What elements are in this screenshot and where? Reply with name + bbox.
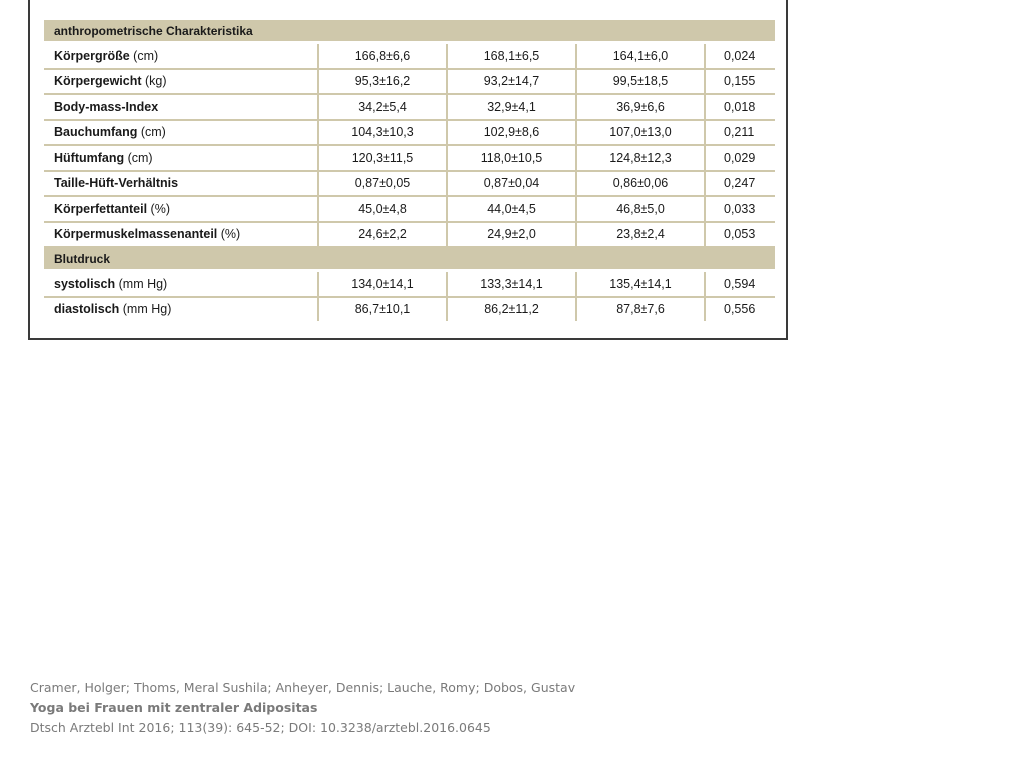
table-row (44, 171, 775, 197)
p-value-cell: 0,211 (705, 120, 775, 146)
value-cell: 0,87±0,05 (318, 171, 447, 197)
value-cell: 104,3±10,3 (318, 120, 447, 146)
p-value-cell: 0,018 (705, 94, 775, 120)
value-cell: 166,8±6,6 (318, 43, 447, 69)
value-cell: 164,1±6,0 (576, 43, 705, 69)
table-row (44, 120, 775, 146)
table-row (44, 271, 775, 297)
value-cell: 24,6±2,2 (318, 222, 447, 248)
table-row (44, 222, 775, 248)
row-label-name: Körpermuskelmassenanteil (54, 227, 218, 242)
row-label (44, 120, 318, 146)
p-value-cell: 0,033 (705, 196, 775, 222)
value-cell: 99,5±18,5 (576, 69, 705, 95)
row-label (44, 43, 318, 69)
value-cell: 118,0±10,5 (447, 145, 576, 171)
row-label-name: Hüftumfang (54, 150, 125, 165)
row-label-name: Körpergewicht (54, 74, 142, 89)
section-title: anthropometrische Charakteristika (44, 20, 775, 43)
table-row (44, 297, 775, 322)
section-header-row (44, 20, 775, 43)
value-cell: 23,8±2,4 (576, 222, 705, 248)
value-cell: 34,2±5,4 (318, 94, 447, 120)
citation-source: Dtsch Arztebl Int 2016; 113(39): 645-52; DOI: 10.3238/arztebl.2016.0645 (30, 720, 491, 735)
table-row (44, 94, 775, 120)
row-label-name: diastolisch (54, 302, 120, 317)
p-value-cell: 0,024 (705, 43, 775, 69)
value-cell: 24,9±2,0 (447, 222, 576, 248)
row-label (44, 171, 318, 197)
p-value-cell: 0,155 (705, 69, 775, 95)
row-label (44, 94, 318, 120)
row-label (44, 196, 318, 222)
row-label-name: Bauchumfang (54, 125, 138, 140)
row-label-unit: (cm) (124, 150, 153, 165)
table-row (44, 69, 775, 95)
row-label (44, 297, 318, 322)
table-row (44, 43, 775, 69)
section-title: Blutdruck (44, 247, 775, 271)
row-label-unit: (mm Hg) (119, 302, 172, 317)
table-row (44, 145, 775, 171)
value-cell: 120,3±11,5 (318, 145, 447, 171)
data-table (44, 20, 775, 321)
value-cell: 0,86±0,06 (576, 171, 705, 197)
value-cell: 133,3±14,1 (447, 271, 576, 297)
row-label-name: systolisch (54, 276, 116, 291)
value-cell: 86,2±11,2 (447, 297, 576, 322)
value-cell: 135,4±14,1 (576, 271, 705, 297)
value-cell: 46,8±5,0 (576, 196, 705, 222)
citation (30, 678, 575, 738)
p-value-cell: 0,556 (705, 297, 775, 322)
value-cell: 124,8±12,3 (576, 145, 705, 171)
value-cell: 102,9±8,6 (447, 120, 576, 146)
p-value-cell: 0,247 (705, 171, 775, 197)
row-label-name: Körperfettanteil (54, 201, 148, 216)
p-value-cell: 0,029 (705, 145, 775, 171)
value-cell: 32,9±4,1 (447, 94, 576, 120)
section-header-row (44, 247, 775, 271)
row-label (44, 271, 318, 297)
row-label (44, 145, 318, 171)
table-figure (28, 0, 788, 340)
value-cell: 168,1±6,5 (447, 43, 576, 69)
value-cell: 44,0±4,5 (447, 196, 576, 222)
row-label-unit: (mm Hg) (115, 276, 168, 291)
citation-title: Yoga bei Frauen mit zentraler Adipositas (30, 700, 318, 715)
row-label-unit: (%) (217, 227, 241, 242)
value-cell: 0,87±0,04 (447, 171, 576, 197)
p-value-cell: 0,053 (705, 222, 775, 248)
row-label-name: Körpergröße (54, 48, 130, 63)
value-cell: 36,9±6,6 (576, 94, 705, 120)
row-label-unit: (cm) (137, 125, 166, 140)
value-cell: 134,0±14,1 (318, 271, 447, 297)
row-label (44, 69, 318, 95)
value-cell: 86,7±10,1 (318, 297, 447, 322)
row-label-unit: (cm) (129, 48, 159, 63)
p-value-cell: 0,594 (705, 271, 775, 297)
row-label-unit: (%) (147, 201, 170, 216)
row-label-name: Taille-Hüft-Verhältnis (54, 176, 179, 191)
row-label-name: Body-mass-Index (54, 99, 159, 114)
value-cell: 95,3±16,2 (318, 69, 447, 95)
table-row (44, 196, 775, 222)
citation-authors: Cramer, Holger; Thoms, Meral Sushila; Anheyer, Dennis; Lauche, Romy; Dobos, Gustav (30, 680, 576, 695)
row-label-unit: (kg) (141, 74, 167, 89)
row-label (44, 222, 318, 248)
value-cell: 87,8±7,6 (576, 297, 705, 322)
value-cell: 107,0±13,0 (576, 120, 705, 146)
value-cell: 93,2±14,7 (447, 69, 576, 95)
value-cell: 45,0±4,8 (318, 196, 447, 222)
